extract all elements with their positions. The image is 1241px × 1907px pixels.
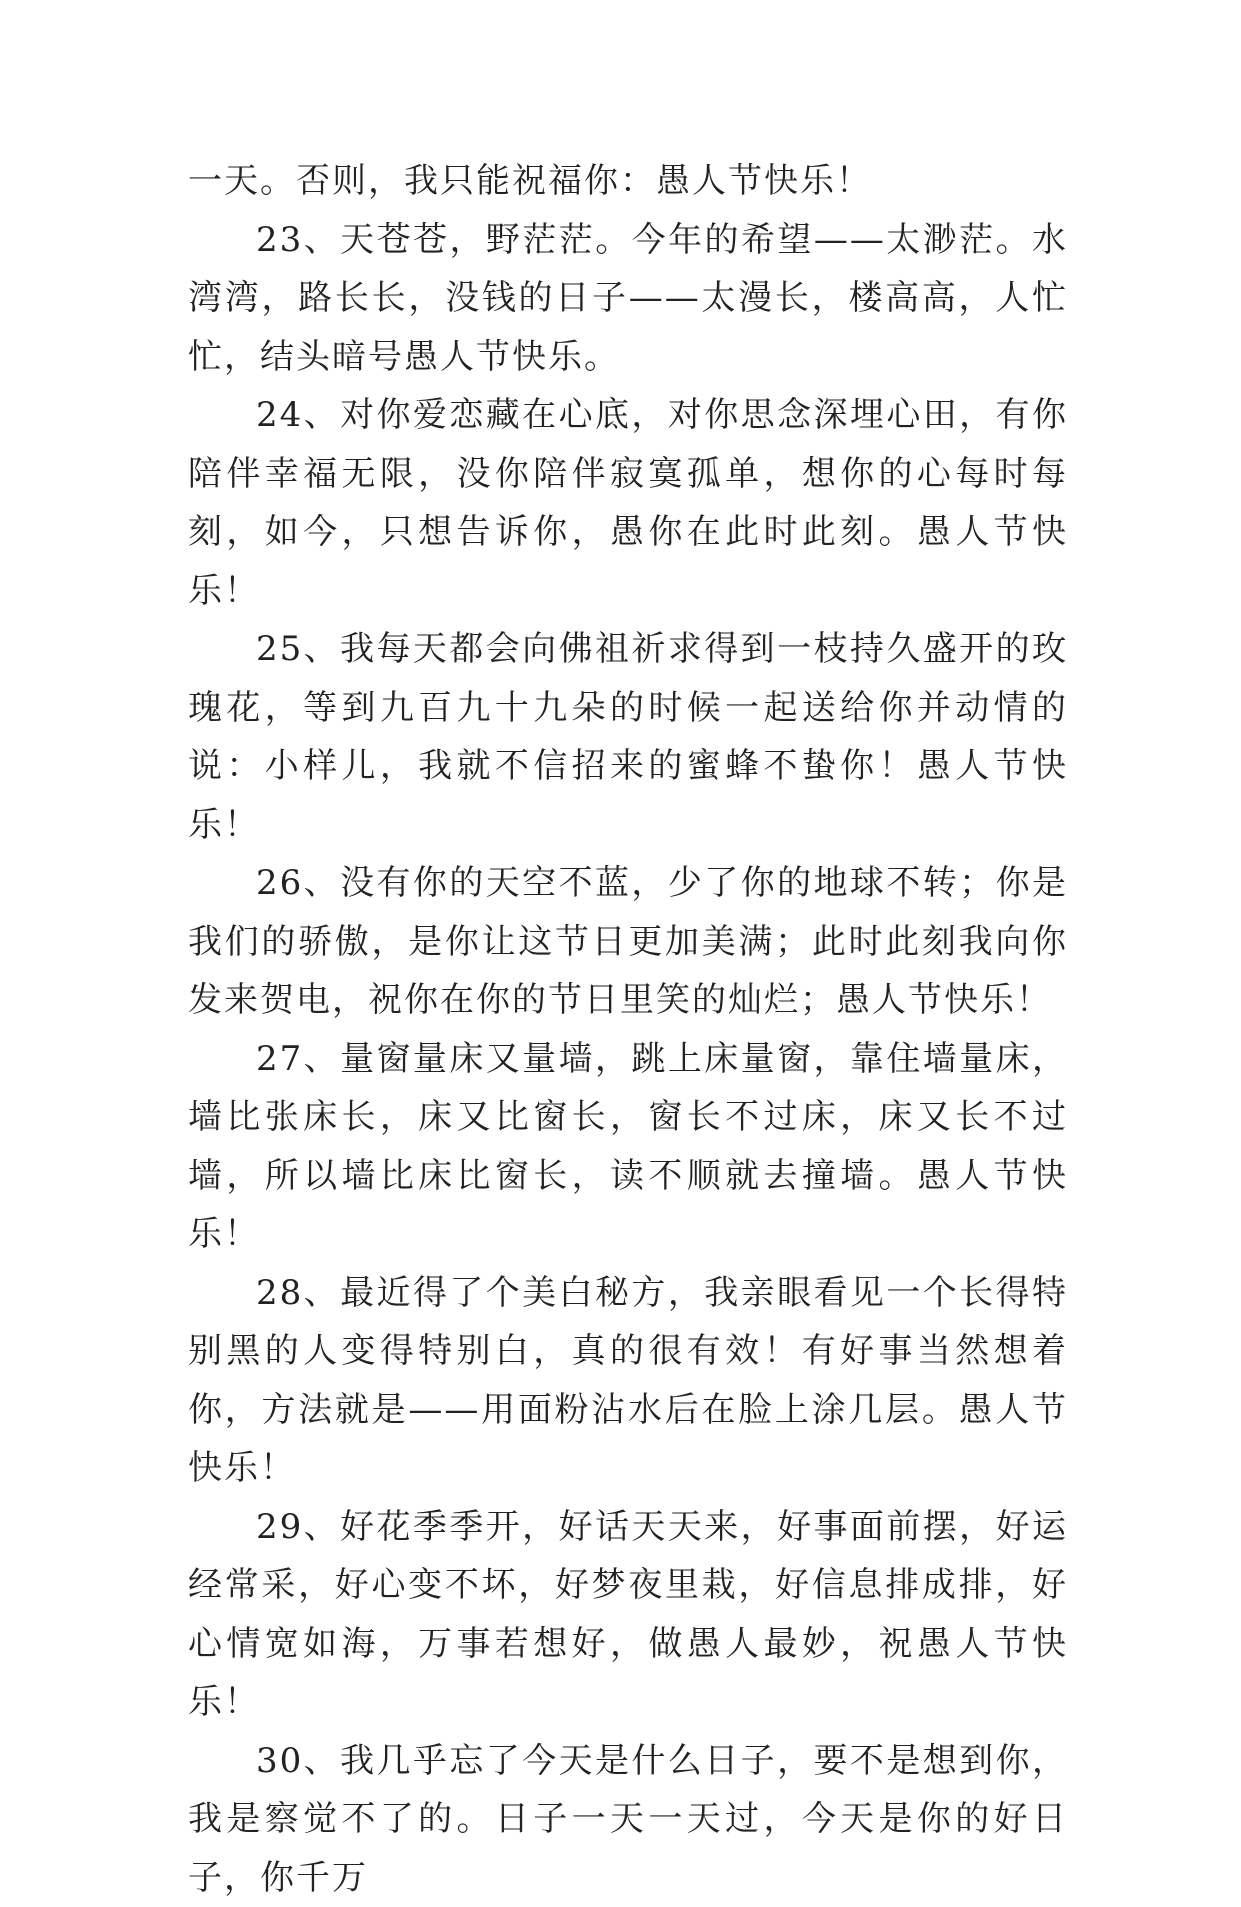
paragraph-30: 30、我几乎忘了今天是什么日子，要不是想到你，我是察觉不了的。日子一天一天过，今天是你的好日子，你千万 [188, 1732, 1068, 1907]
paragraph-23: 23、天苍苍，野茫茫。今年的希望——太渺茫。水湾湾，路长长，没钱的日子——太漫长，楼高高，人忙忙，结头暗号愚人节快乐。 [188, 211, 1068, 387]
paragraph-27: 27、量窗量床又量墙，跳上床量窗，靠住墙量床，墙比张床长，床又比窗长，窗长不过床，床又长不过墙，所以墙比床比窗长，读不顺就去撞墙。愚人节快乐！ [188, 1030, 1068, 1264]
paragraph-29: 29、好花季季开，好话天天来，好事面前摆，好运经常采，好心变不坏，好梦夜里栽，好信息排成排，好心情宽如海，万事若想好，做愚人最妙，祝愚人节快乐！ [188, 1498, 1068, 1732]
paragraph-continuation: 一天。否则，我只能祝福你：愚人节快乐！ [188, 152, 1068, 211]
document-body [188, 152, 1068, 1907]
paragraph-25: 25、我每天都会向佛祖祈求得到一枝持久盛开的玫瑰花，等到九百九十九朵的时候一起送给你并动情的说：小样儿，我就不信招来的蜜蜂不蛰你！愚人节快乐！ [188, 620, 1068, 854]
paragraph-26: 26、没有你的天空不蓝，少了你的地球不转；你是我们的骄傲，是你让这节日更加美满；此时此刻我向你发来贺电，祝你在你的节日里笑的灿烂；愚人节快乐！ [188, 854, 1068, 1030]
paragraph-24: 24、对你爱恋藏在心底，对你思念深埋心田，有你陪伴幸福无限，没你陪伴寂寞孤单，想你的心每时每刻，如今，只想告诉你，愚你在此时此刻。愚人节快乐！ [188, 386, 1068, 620]
paragraph-28: 28、最近得了个美白秘方，我亲眼看见一个长得特别黑的人变得特别白，真的很有效！有好事当然想着你，方法就是——用面粉沾水后在脸上涂几层。愚人节快乐！ [188, 1264, 1068, 1498]
